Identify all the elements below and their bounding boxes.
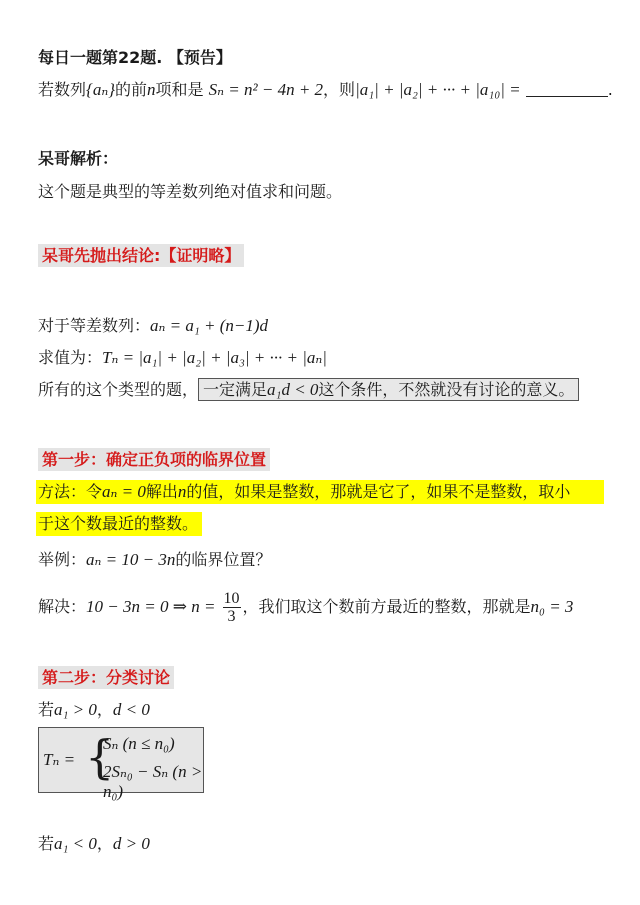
problem-seq: {aₙ} [86, 80, 116, 99]
condition-box-text-a: 一定满足 [203, 380, 268, 399]
method-text-c: 的值，如果是整数，那就是它了，如果不是整数，取小 [186, 482, 571, 501]
piecewise-label: Tₙ = [43, 750, 76, 769]
solve-result: n₀ = 3 [530, 597, 574, 616]
problem-prefix: 若数列 [38, 80, 87, 99]
method-text-a: 方法：令 [38, 482, 103, 501]
conclusion-line-1-text: 对于等差数列： [38, 316, 151, 335]
solve-fraction [223, 590, 241, 625]
problem-then: ，则 [323, 80, 356, 99]
analysis-intro: 这个题是典型的等差数列绝对值求和问题。 [38, 182, 343, 201]
step2-heading [38, 666, 174, 690]
problem-expr: |a₁| + |a₂| + ··· + |a₁₀| = [355, 80, 521, 99]
analysis-heading: 呆哥解析： [38, 149, 119, 168]
page-title: 每日一题第22题. 【预告】 [38, 48, 232, 67]
method-highlight-line-2: 于这个数最近的整数。 [36, 512, 202, 536]
condition-box-text-b: 这个条件，不然就没有讨论的意义。 [318, 380, 575, 399]
step2-heading-label: 第二步：分类讨论 [38, 666, 174, 689]
answer-blank [526, 80, 608, 97]
case2-formula: a₁ < 0 [54, 834, 97, 853]
solve-numerator: 10 [223, 590, 240, 607]
brace-icon: { [85, 730, 115, 784]
condition-box [198, 378, 579, 401]
solve-formula: 10 − 3n = 0 ⇒ n = [86, 597, 216, 616]
conclusion-line-2-formula: Tₙ = |a₁| + |a₂| + |a₃| + ··· + |aₙ| [102, 348, 327, 367]
piecewise-row-2: 2Sₙ₀ − Sₙ (n > n₀) [103, 762, 203, 801]
conclusion-line-1 [38, 314, 268, 338]
problem-formula: Sₙ = n² − 4n + 2 [208, 80, 324, 99]
problem-n: n [147, 80, 156, 99]
example-formula: aₙ = 10 − 3n [86, 550, 176, 569]
case2-line [38, 832, 150, 856]
method-text-b: 解出 [145, 482, 178, 501]
example-line [38, 548, 271, 572]
conclusion-line-2-text: 求值为： [38, 348, 103, 367]
conclusion-line-2 [38, 346, 327, 370]
solve-text-b: ，我们取这个数前方最近的整数，那就是 [242, 597, 531, 616]
conclusion-line-3 [38, 378, 579, 402]
problem-mid: 的前 [115, 80, 148, 99]
case1-text: 若 [38, 700, 55, 719]
solve-denominator: 3 [227, 608, 236, 625]
problem-statement [38, 78, 613, 102]
case2-formula-2: d > 0 [112, 834, 150, 853]
method-formula: aₙ = 0 [102, 482, 146, 501]
piecewise-row-1: Sₙ (n ≤ n₀) [103, 734, 175, 753]
step1-heading-label: 第一步：确定正负项的临界位置 [38, 448, 270, 471]
problem-mid2: 项和是 [155, 80, 204, 99]
example-text-b: 的临界位置？ [175, 550, 272, 569]
method-highlight-line-1 [36, 480, 604, 504]
case2-text: 若 [38, 834, 55, 853]
case1-line [38, 698, 150, 722]
method-n: n [177, 482, 187, 501]
case1-formula-2: d < 0 [112, 700, 150, 719]
conclusion-line-3-text: 所有的这个类型的题， [38, 380, 199, 399]
conclusion-heading [38, 244, 244, 268]
example-text-a: 举例： [38, 550, 87, 569]
case2-separator: ， [96, 834, 113, 853]
conclusion-line-1-formula: aₙ = a₁ + (n−1)d [150, 316, 269, 335]
case1-formula: a₁ > 0 [54, 700, 97, 719]
problem-tail: . [607, 80, 613, 99]
case1-separator: ， [96, 700, 113, 719]
condition-box-formula: a₁d < 0 [267, 380, 319, 399]
solve-line [38, 590, 573, 625]
piecewise-formula-box [38, 727, 204, 801]
step1-heading [38, 448, 270, 472]
conclusion-heading-label: 呆哥先抛出结论:【证明略】 [38, 244, 244, 267]
solve-text-a: 解决： [38, 597, 87, 616]
